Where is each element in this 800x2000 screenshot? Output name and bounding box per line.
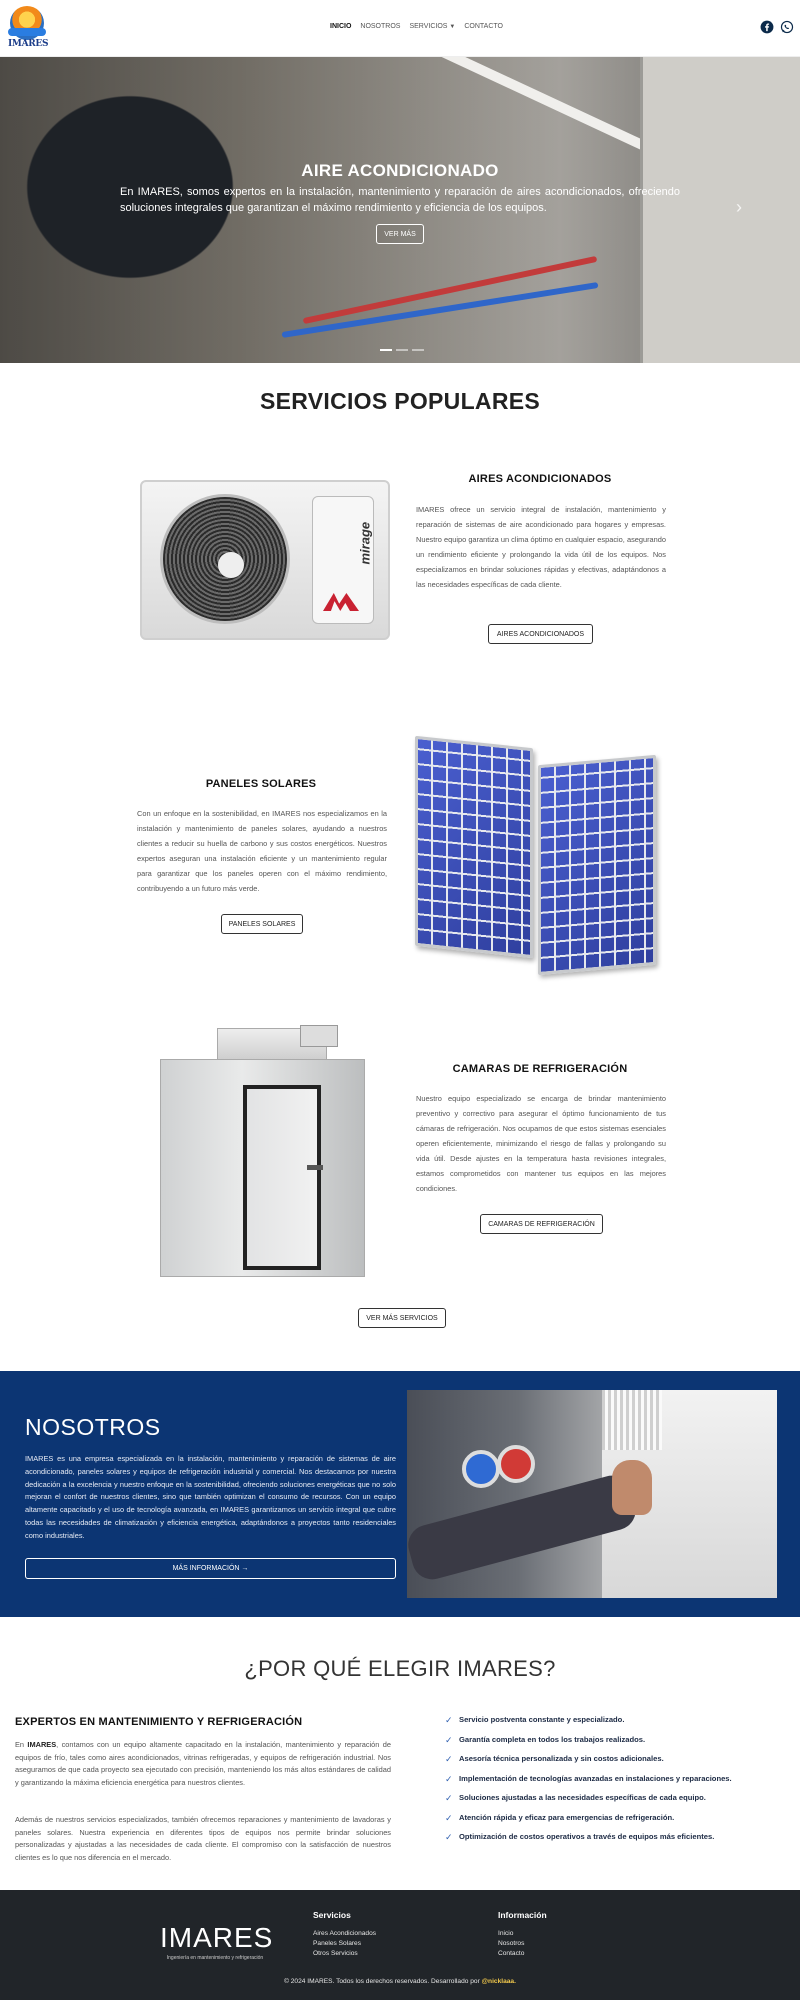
footer-link-inicio[interactable]: Inicio [498,1930,514,1937]
hero-ver-mas-button[interactable]: VER MÁS [376,224,424,244]
service-ac-button[interactable]: AIRES ACONDICIONADOS [488,624,593,644]
carousel-dot[interactable] [396,349,408,351]
footer-logo[interactable] [160,1922,274,1961]
about-title: NOSOTROS [25,1414,161,1440]
footer-link-aires[interactable]: Aires Acondicionados [313,1930,377,1937]
service-solar-text: Con un enfoque en la sostenibilidad, en IMARES nos especializamos en la instalación y mantenimiento de paneles solares, ayudando a nuestros clientes a reducir su huella de carbono y sus costos energéticos. Nuestros expertos aseguran una instalación eficiente y un mantenimiento regular para garantizar que los paneles operen con el máximo rendimiento, contribuyendo a un futuro más verde. [137,809,387,893]
about-more-info-button[interactable]: MÁS INFORMACIÓN → [25,1558,396,1579]
cold-room-image [155,1025,370,1280]
more-services-button[interactable]: VER MÁS SERVICIOS [358,1308,446,1328]
service-ac-text: IMARES ofrece un servicio integral de instalación, mantenimiento y reparación de sistemas de aire acondicionado para hogares y empresas. Nuestro equipo garantiza un clima óptimo en cualquier espacio, asegurando un rendimiento eficiente y prolongando la vida útil de los equipos. Nos especializamos en brindar soluciones rápidas y efectivas, adaptándonos a las necesidades específicas de cada cliente. [416,505,666,589]
thumbs-up-icon [612,1460,652,1515]
check-icon: ✓ [445,1754,453,1764]
why-benefits-list [445,1714,785,1851]
list-item [445,1714,785,1734]
why-paragraph-2: Además de nuestros servicios especializados, también ofrecemos reparaciones y mantenimiento de lavadoras y paneles solares. Nuestra experiencia en diferentes tipos de equipos nos permite brindar soluciones personalizadas y ajustadas a las necesidades de cada cliente. El compromiso con la satisfacción de nuestros clientes es lo que nos diferencia en el mercado. [15,1815,391,1862]
check-icon: ✓ [445,1793,453,1803]
check-icon: ✓ [445,1715,453,1725]
hero-image-pipe [430,57,670,161]
service-cold-button[interactable]: CAMARAS DE REFRIGERACIÓN [480,1214,603,1234]
list-item [445,1831,785,1851]
footer-services-title: Servicios [313,1910,351,1920]
why-p1-brand: IMARES [27,1740,57,1749]
gauge-blue-icon [462,1450,500,1488]
footer-link-otros[interactable]: Otros Servicios [313,1950,358,1957]
ac-side-panel [312,496,374,624]
carousel-indicators [380,349,424,351]
check-icon: ✓ [445,1812,453,1823]
why-title: ¿POR QUÉ ELEGIR IMARES? [244,1656,556,1681]
social-links [760,20,794,34]
nav-inicio[interactable]: INICIO [330,23,352,30]
footer-link-nosotros[interactable]: Nosotros [498,1940,525,1947]
logo-text: IMARES [8,39,49,49]
footer-link-paneles[interactable]: Paneles Solares [313,1940,362,1947]
benefit-text: Garantía completa en todos los trabajos realizados. [459,1734,646,1744]
about-image-grille [602,1390,662,1450]
services-title: SERVICIOS POPULARES [259,388,541,414]
hero-carousel [0,57,800,363]
hero-text: En IMARES, somos expertos en la instalación, mantenimiento y reparación de aires acondicionados, ofreciendo soluciones integrales que garantizan el máximo rendimiento y eficiencia de los equipos. [120,186,680,214]
why-paragraph-1 [15,1739,391,1789]
check-icon: ✓ [445,1773,453,1784]
navbar [0,0,800,57]
check-icon: ✓ [445,1832,453,1842]
ac-brand-label: mirage [357,521,373,565]
main-menu [330,23,503,30]
list-item [445,1734,785,1754]
carousel-next-icon[interactable]: › [736,197,742,217]
brand-mark-icon [323,593,359,611]
benefit-text: Servicio postventa constante y especializado. [459,1715,625,1724]
carousel-dot[interactable] [380,349,392,351]
cold-room-door [243,1085,321,1270]
nav-servicios[interactable] [409,23,455,30]
solar-panel-left [415,736,533,958]
benefit-text: Asesoría técnica personalizada y sin costos adicionales. [459,1754,664,1763]
footer-tagline: Ingeniería en mantenimiento y refrigeración [166,1955,264,1961]
footer-info-column [498,1910,547,1959]
service-ac-title: AIRES ACONDICIONADOS [468,473,612,485]
logo[interactable] [8,6,49,52]
service-solar-title: PANELES SOLARES [205,778,317,790]
footer-link-contacto[interactable]: Contacto [498,1950,525,1957]
nav-servicios-label: SERVICIOS [409,23,448,30]
technician-image [407,1390,777,1598]
gauge-red-icon [497,1445,535,1483]
ac-unit-image [140,480,390,640]
service-cold-text: Nuestro equipo especializado se encarga de brindar mantenimiento preventivo y correctivo para asegurar el óptimo funcionamiento de tus cámaras de refrigeración. Nos ocupamos de que estos sistemas esenciales operen eficientemente, minimizando el riesgo de fallas y prolongando su vida útil. Desde ajustes en la temperatura hasta revisiones integrales, estamos comprometidos con mantener tus equipos en las mejores condiciones. [416,1094,666,1193]
door-handle-icon [307,1165,323,1170]
list-item [445,1773,785,1793]
footer [0,1890,800,2000]
benefit-text: Soluciones ajustadas a las necesidades específicas de cada equipo. [459,1793,706,1802]
about-section [0,1371,800,1617]
list-item [445,1812,785,1832]
whatsapp-icon[interactable] [780,20,794,34]
cold-room-condenser [300,1025,338,1047]
check-icon: ✓ [445,1734,453,1745]
hero-title: AIRE ACONDICIONADO [301,161,499,180]
about-text: IMARES es una empresa especializada en la instalación, mantenimiento y reparación de sistemas de aire acondicionado, paneles solares y equipos de refrigeración industrial y comercial. Nos destacamos por nuestra dedicación a la excelencia y nuestro enfoque en la sostenibilidad, ofreciendo soluciones energéticas que no solo mejoran el confort de nuestros clientes, sino que también optimizan el consumo de recursos. Con un equipo altamente capacitado y el uso de tecnología avanzada, en IMARES garantizamos un servicio integral que cubre todas las necesidades de climatización y eficiencia energética, adaptándonos a proyectos tanto residenciales como industriales. [25,1454,396,1540]
why-subtitle: EXPERTOS EN MANTENIMIENTO Y REFRIGERACIÓN [15,1716,303,1728]
service-cold-title: CAMARAS DE REFRIGERACIÓN [452,1063,628,1075]
facebook-icon[interactable] [760,20,774,34]
benefit-text: Atención rápida y eficaz para emergencias de refrigeración. [459,1812,675,1822]
list-item [445,1792,785,1812]
benefit-text: Optimización de costos operativos a través de equipos más eficientes. [459,1832,715,1841]
nav-contacto[interactable]: CONTACTO [464,23,503,30]
service-solar-button[interactable]: PANELES SOLARES [221,914,303,934]
copyright-text: © 2024 IMARES. Todos los derechos reservados. Desarrollado por [284,1978,482,1985]
why-p1-prefix: En [15,1740,28,1749]
solar-panels-image [410,742,675,982]
footer-services-column [313,1910,376,1959]
wave-logo-icon [8,28,46,36]
list-item [445,1753,785,1773]
solar-panel-right [538,755,656,975]
developer-link[interactable]: @nicklaaa. [481,1978,516,1985]
chevron-down-icon: ▼ [449,24,456,30]
carousel-dot[interactable] [412,349,424,351]
nav-nosotros[interactable]: NOSOTROS [360,23,401,30]
footer-info-title: Información [498,1910,547,1920]
fan-hub [218,552,244,578]
fan-icon [160,494,290,624]
benefit-text: Implementación de tecnologías avanzadas en instalaciones y reparaciones. [459,1773,732,1783]
why-p1-rest: , contamos con un equipo altamente capacitado en la instalación, mantenimiento y reparación de equipos de frío, tales como aires acondicionados, vitrinas refrigeradas, y equipos de refrigeración industrial. Nos aseguramos de que cada proyecto sea ejecutado con precisión, manteniendo los más altos estándares de calidad y garantizando la máxima eficiencia energética para nuestros clientes. [15,1740,391,1787]
footer-logo-text: IMARES [160,1922,274,1953]
copyright [0,1978,800,1985]
